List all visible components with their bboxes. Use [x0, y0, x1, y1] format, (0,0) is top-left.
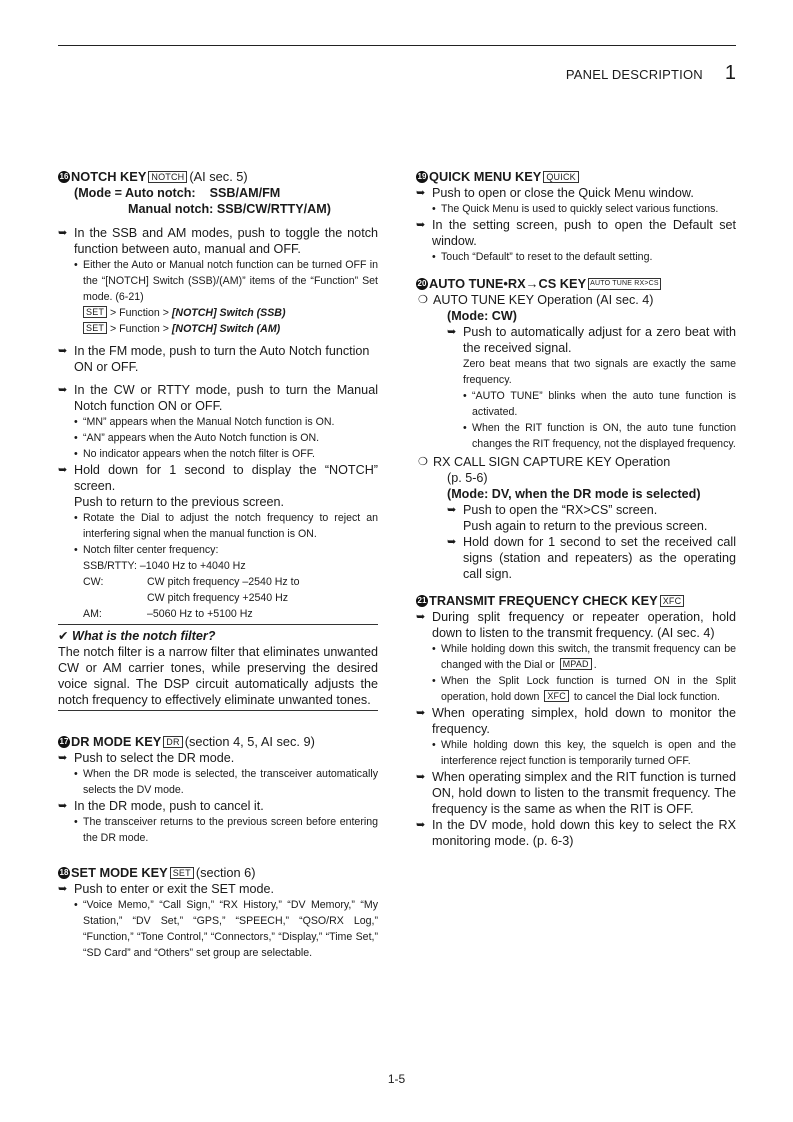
- freq-label: CW:: [83, 576, 104, 588]
- info-box-text: The notch filter is a narrow filter that eliminates unwanted CW or AM carrier tones, while preserving the desired voice signal. The DSP circuit automatically adjusts the notch frequency to effectively eliminate unwanted tones.: [58, 645, 378, 707]
- auto-tune-zero-beat: Zero beat means that two signals are exactly the same frequency.: [463, 358, 736, 386]
- freq-row: [83, 590, 378, 606]
- xfc-bullet-1: [432, 641, 736, 673]
- xfc-key-label: XFC: [660, 595, 685, 607]
- mpad-key-label: MPAD: [560, 658, 592, 670]
- top-rule: [58, 45, 736, 46]
- rx-cs-page-ref: (p. 5-6): [447, 471, 488, 485]
- dr-mode-heading: DR MODE KEY: [71, 734, 162, 749]
- notch-path-1: [83, 305, 378, 321]
- set-item-1: ➥ Push to enter or exit the SET mode.: [58, 881, 378, 897]
- section-auto-tune-key: [416, 275, 736, 582]
- rx-cs-item-1: ➥ Push to open the “RX>CS” screen.: [447, 502, 736, 518]
- xfc-bullet-2: [432, 673, 736, 705]
- xfc-item-3: ➥ When operating simplex and the RIT function is turned ON, hold down to listen to the transmit frequency. The frequency is the same as when the RIT is OFF.: [416, 769, 736, 817]
- xfc-bullet-2-end: to cancel the Dial lock function.: [570, 691, 720, 703]
- freq-row: [83, 606, 378, 622]
- right-column: [416, 168, 736, 849]
- section-number-badge: 17: [59, 736, 69, 746]
- xfc-key-title: [416, 592, 736, 609]
- notch-bullet-1: • Either the Auto or Manual notch function can be turned OFF in the “[NOTCH] Switch (SSB)/(AM)” items of the “Function” Set mode. (6-21): [74, 257, 378, 305]
- freq-value: –5060 Hz to +5100 Hz: [147, 608, 253, 620]
- rx-cs-operation: ❍ RX CALL SIGN CAPTURE KEY Operation: [418, 454, 736, 470]
- set-key-label: SET: [170, 867, 194, 879]
- freq-label: [83, 590, 147, 606]
- path-2-mid: > Function >: [107, 323, 172, 335]
- auto-tune-mode: (Mode: CW): [447, 309, 517, 323]
- auto-tune-heading: AUTO TUNE•RX→CS KEY: [429, 276, 587, 291]
- notch-bullet-3: • “AN” appears when the Auto Notch function is ON.: [74, 430, 378, 446]
- quick-item-1: ➥ Push to open or close the Quick Menu window.: [416, 185, 736, 201]
- section-dr-mode-key: [58, 733, 378, 846]
- dr-mode-key-title: [58, 733, 378, 750]
- section-transmit-frequency-check-key: [416, 592, 736, 849]
- section-number-badge: 18: [59, 867, 69, 877]
- path-1-mid: > Function >: [107, 307, 172, 319]
- notch-bullet-4: • No indicator appears when the notch filter is OFF.: [74, 446, 378, 462]
- notch-item-2: ➥ In the FM mode, push to turn the Auto Notch function ON or OFF.: [58, 343, 378, 375]
- dr-item-1: ➥ Push to select the DR mode.: [58, 750, 378, 766]
- xfc-item-4: ➥ In the DV mode, hold down this key to select the RX monitoring mode. (p. 6-3): [416, 817, 736, 849]
- section-title: PANEL DESCRIPTION: [565, 67, 703, 82]
- freq-row: [83, 574, 378, 590]
- dr-bullet-1: • When the DR mode is selected, the transceiver automatically selects the DV mode.: [74, 766, 378, 798]
- section-set-mode-key: [58, 864, 378, 961]
- freq-label: AM:: [83, 608, 102, 620]
- quick-key-label: QUICK: [543, 171, 579, 183]
- auto-tune-key-label: AUTO TUNE RX>CS: [588, 278, 661, 290]
- notch-bullet-2: • “MN” appears when the Manual Notch function is ON.: [74, 414, 378, 430]
- notch-key-ref: (AI sec. 5): [189, 169, 248, 184]
- notch-item-3: ➥ In the CW or RTTY mode, push to turn the Manual Notch function ON or OFF.: [58, 382, 378, 414]
- left-column: [58, 168, 378, 961]
- notch-frequency-table: [83, 558, 378, 622]
- rx-cs-item-1-cont: Push again to return to the previous screen.: [463, 519, 708, 533]
- notch-info-box: [58, 624, 378, 711]
- notch-item-4: ➥ Hold down for 1 second to display the “NOTCH” screen.: [58, 462, 378, 494]
- notch-bullet-6: • Notch filter center frequency:: [74, 542, 378, 558]
- notch-item-1: ➥ In the SSB and AM modes, push to toggle the notch function between auto, manual and OFF.: [58, 225, 378, 257]
- xfc-bullet-1-end: .: [593, 659, 597, 671]
- dr-key-label: DR: [163, 736, 182, 748]
- section-number-badge: 20: [417, 278, 427, 288]
- freq-value: CW pitch frequency –2540 Hz to: [147, 576, 300, 588]
- set-key-ref: (section 6): [195, 865, 256, 880]
- xfc-bullet-2-text: When the Split Lock function is turned ON in the Split operation, hold down: [441, 675, 736, 703]
- notch-key-label: NOTCH: [148, 171, 187, 183]
- auto-tune-bullet-1: • “AUTO TUNE” blinks when the auto tune function is activated.: [463, 388, 736, 420]
- notch-key-heading: NOTCH KEY: [71, 169, 147, 184]
- quick-menu-heading: QUICK MENU KEY: [429, 169, 542, 184]
- notch-mode-line-1: (Mode = Auto notch: SSB/AM/FM: [74, 186, 281, 200]
- auto-tune-item-1: ➥ Push to automatically adjust for a zero beat with the received signal.: [447, 324, 736, 356]
- info-box-title: ✔ What is the notch filter?: [58, 629, 216, 643]
- notch-key-title: [58, 168, 378, 185]
- section-number-badge: 16: [59, 171, 69, 181]
- notch-path-2: [83, 321, 378, 337]
- quick-menu-key-title: [416, 168, 736, 185]
- xfc-heading: TRANSMIT FREQUENCY CHECK KEY: [429, 593, 658, 608]
- quick-bullet-1: • The Quick Menu is used to quickly select various functions.: [432, 201, 736, 217]
- xfc-bullet-1-text: While holding down this switch, the transmit frequency can be changed with the Dial or: [441, 643, 736, 671]
- dr-bullet-2: • The transceiver returns to the previous screen before entering the DR mode.: [74, 814, 378, 846]
- set-key-label: SET: [83, 306, 107, 318]
- quick-item-2: ➥ In the setting screen, push to open the Default set window.: [416, 217, 736, 249]
- xfc-key-inline-label: XFC: [544, 690, 569, 702]
- auto-tune-bullet-2: • When the RIT function is ON, the auto tune function changes the RIT frequency, not the displayed frequency.: [463, 420, 736, 452]
- notch-mode-line-2: Manual notch: SSB/CW/RTTY/AM): [128, 202, 331, 216]
- freq-label: SSB/RTTY: –1040 Hz to +4040 Hz: [83, 560, 246, 572]
- quick-bullet-2: • Touch “Default” to reset to the default setting.: [432, 249, 736, 265]
- section-number-badge: 19: [417, 171, 427, 181]
- chapter-number: 1: [724, 62, 736, 84]
- notch-bullet-5: • Rotate the Dial to adjust the notch frequency to reject an interfering signal when the manual function is ON.: [74, 510, 378, 542]
- page-header: [566, 62, 736, 85]
- page-number: 1-5: [387, 1072, 406, 1086]
- dr-item-2: ➥ In the DR mode, push to cancel it.: [58, 798, 378, 814]
- section-quick-menu-key: [416, 168, 736, 265]
- dr-key-ref: (section 4, 5, AI sec. 9): [184, 734, 315, 749]
- rx-cs-item-2: ➥ Hold down for 1 second to set the received call signs (station and repeaters) as the operating call sign.: [447, 534, 736, 582]
- section-number-badge: 21: [417, 595, 427, 605]
- freq-row: [83, 558, 378, 574]
- rx-cs-mode: (Mode: DV, when the DR mode is selected): [447, 487, 701, 501]
- xfc-bullet-3: • While holding down this key, the squelch is open and the interference reject function is temporarily turned OFF.: [432, 737, 736, 769]
- set-bullet-1: • “Voice Memo,” “Call Sign,” “RX History,” “DV Memory,” “My Station,” “DV Set,” “GPS,” “SPEECH,” “QSO/RX Log,” “Function,” “Tone Control,” “Connectors,” “Display,” “Time Set,” “SD Card” and “Others” set group are selectable.: [74, 897, 378, 961]
- notch-item-4-cont: Push to return to the previous screen.: [74, 495, 285, 509]
- path-1-end: [NOTCH] Switch (SSB): [171, 307, 286, 319]
- set-mode-heading: SET MODE KEY: [71, 865, 168, 880]
- path-2-end: [NOTCH] Switch (AM): [171, 323, 281, 335]
- xfc-item-2: ➥ When operating simplex, hold down to monitor the frequency.: [416, 705, 736, 737]
- auto-tune-operation: ❍ AUTO TUNE KEY Operation (AI sec. 4): [418, 292, 736, 308]
- set-mode-key-title: [58, 864, 378, 881]
- auto-tune-key-title: [416, 275, 736, 292]
- set-key-label: SET: [83, 322, 107, 334]
- xfc-item-1: ➥ During split frequency or repeater operation, hold down to listen to the transmit frequency. (AI sec. 4): [416, 609, 736, 641]
- section-notch-key: [58, 168, 378, 711]
- freq-value: CW pitch frequency +2540 Hz: [147, 592, 289, 604]
